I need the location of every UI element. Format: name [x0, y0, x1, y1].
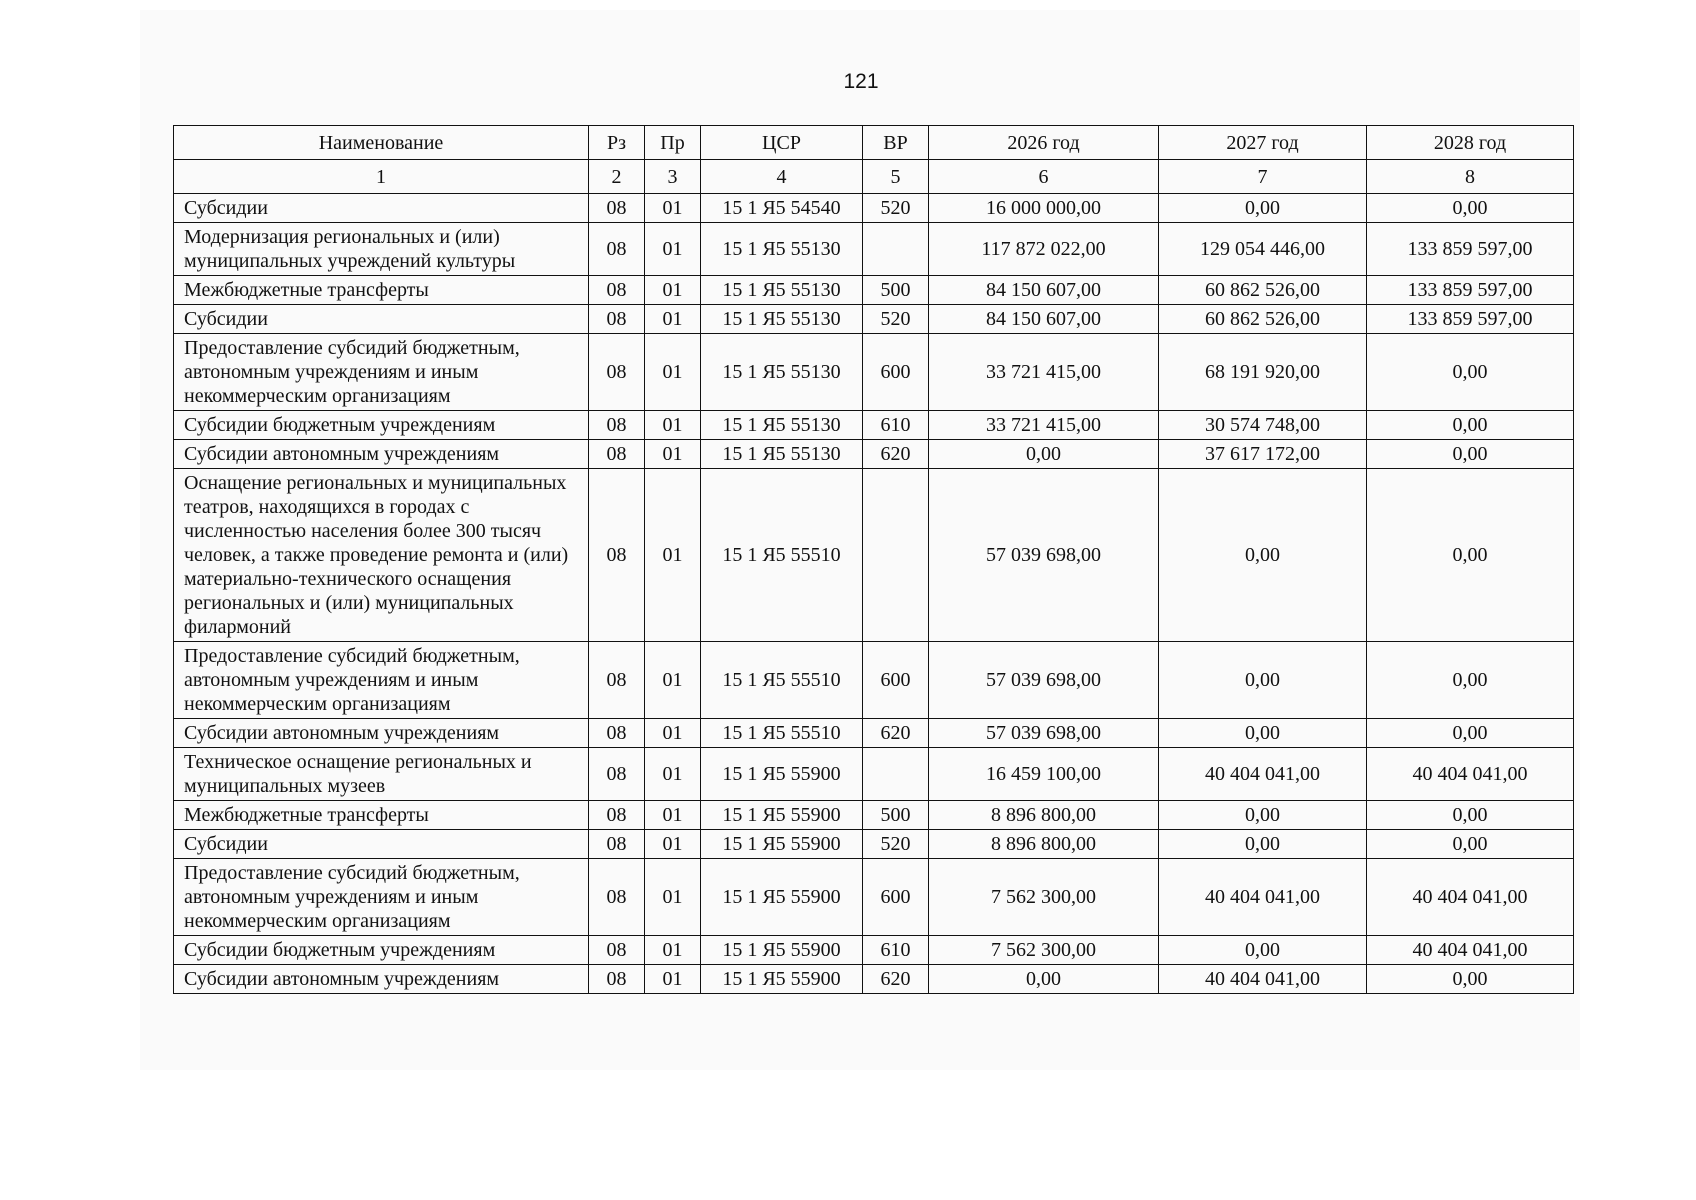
pr-cell: 01	[645, 965, 701, 994]
table-row	[174, 801, 1574, 830]
amount-2026-cell: 8 896 800,00	[929, 801, 1159, 830]
rz-cell: 08	[589, 334, 645, 411]
amount-2026-cell: 16 459 100,00	[929, 748, 1159, 801]
csr-cell: 15 1 Я5 55130	[701, 411, 863, 440]
amount-2026-cell: 16 000 000,00	[929, 194, 1159, 223]
amount-2028-cell: 0,00	[1367, 642, 1574, 719]
column-number: 5	[863, 160, 929, 194]
table-row	[174, 830, 1574, 859]
column-header: 2027 год	[1159, 126, 1367, 160]
pr-cell: 01	[645, 469, 701, 642]
vr-cell: 600	[863, 859, 929, 936]
table-row	[174, 965, 1574, 994]
amount-2027-cell: 30 574 748,00	[1159, 411, 1367, 440]
amount-2028-cell: 0,00	[1367, 194, 1574, 223]
pr-cell: 01	[645, 411, 701, 440]
csr-cell: 15 1 Я5 55130	[701, 334, 863, 411]
table-row	[174, 469, 1574, 642]
vr-cell: 520	[863, 194, 929, 223]
table-row	[174, 719, 1574, 748]
name-cell: Оснащение региональных и муниципальных театров, находящихся в городах с численностью населения более 300 тысяч человек, а также проведение ремонта и (или) материально-технического оснащения региональных и (или) муниципальных филармоний	[174, 469, 589, 642]
table-row	[174, 334, 1574, 411]
column-number: 2	[589, 160, 645, 194]
amount-2027-cell: 40 404 041,00	[1159, 965, 1367, 994]
amount-2028-cell: 40 404 041,00	[1367, 936, 1574, 965]
rz-cell: 08	[589, 965, 645, 994]
csr-cell: 15 1 Я5 55510	[701, 642, 863, 719]
amount-2026-cell: 33 721 415,00	[929, 334, 1159, 411]
name-cell: Субсидии	[174, 830, 589, 859]
table-row	[174, 411, 1574, 440]
budget-table	[173, 125, 1574, 994]
amount-2026-cell: 0,00	[929, 440, 1159, 469]
pr-cell: 01	[645, 859, 701, 936]
amount-2028-cell: 0,00	[1367, 830, 1574, 859]
column-header: Рз	[589, 126, 645, 160]
page-number: 121	[843, 70, 879, 93]
amount-2027-cell: 129 054 446,00	[1159, 223, 1367, 276]
table-row	[174, 305, 1574, 334]
amount-2026-cell: 84 150 607,00	[929, 305, 1159, 334]
rz-cell: 08	[589, 748, 645, 801]
table-body	[174, 194, 1574, 994]
amount-2027-cell: 60 862 526,00	[1159, 276, 1367, 305]
column-header: 2028 год	[1367, 126, 1574, 160]
rz-cell: 08	[589, 936, 645, 965]
name-cell: Предоставление субсидий бюджетным, автономным учреждениям и иным некоммерческим организациям	[174, 642, 589, 719]
pr-cell: 01	[645, 719, 701, 748]
csr-cell: 15 1 Я5 55130	[701, 223, 863, 276]
pr-cell: 01	[645, 334, 701, 411]
rz-cell: 08	[589, 719, 645, 748]
column-number-row	[174, 160, 1574, 194]
vr-cell: 520	[863, 305, 929, 334]
column-header: Пр	[645, 126, 701, 160]
amount-2027-cell: 0,00	[1159, 830, 1367, 859]
name-cell: Предоставление субсидий бюджетным, автономным учреждениям и иным некоммерческим организациям	[174, 859, 589, 936]
amount-2028-cell: 0,00	[1367, 334, 1574, 411]
vr-cell	[863, 223, 929, 276]
rz-cell: 08	[589, 859, 645, 936]
column-header: ВР	[863, 126, 929, 160]
amount-2027-cell: 0,00	[1159, 936, 1367, 965]
name-cell: Субсидии	[174, 305, 589, 334]
table-row	[174, 748, 1574, 801]
table-row	[174, 194, 1574, 223]
amount-2026-cell: 8 896 800,00	[929, 830, 1159, 859]
table-row	[174, 440, 1574, 469]
vr-cell: 610	[863, 411, 929, 440]
pr-cell: 01	[645, 276, 701, 305]
pr-cell: 01	[645, 936, 701, 965]
amount-2027-cell: 68 191 920,00	[1159, 334, 1367, 411]
column-number: 1	[174, 160, 589, 194]
vr-cell: 620	[863, 965, 929, 994]
amount-2026-cell: 33 721 415,00	[929, 411, 1159, 440]
vr-cell: 600	[863, 642, 929, 719]
name-cell: Субсидии автономным учреждениям	[174, 965, 589, 994]
rz-cell: 08	[589, 469, 645, 642]
name-cell: Предоставление субсидий бюджетным, автономным учреждениям и иным некоммерческим организациям	[174, 334, 589, 411]
amount-2026-cell: 117 872 022,00	[929, 223, 1159, 276]
name-cell: Межбюджетные трансферты	[174, 801, 589, 830]
column-header: Наименование	[174, 126, 589, 160]
csr-cell: 15 1 Я5 55130	[701, 276, 863, 305]
csr-cell: 15 1 Я5 55900	[701, 859, 863, 936]
column-number: 8	[1367, 160, 1574, 194]
vr-cell	[863, 469, 929, 642]
column-number: 4	[701, 160, 863, 194]
amount-2026-cell: 7 562 300,00	[929, 936, 1159, 965]
table-row	[174, 276, 1574, 305]
rz-cell: 08	[589, 801, 645, 830]
csr-cell: 15 1 Я5 55130	[701, 440, 863, 469]
csr-cell: 15 1 Я5 55900	[701, 936, 863, 965]
vr-cell: 520	[863, 830, 929, 859]
amount-2028-cell: 40 404 041,00	[1367, 859, 1574, 936]
amount-2028-cell: 0,00	[1367, 719, 1574, 748]
name-cell: Межбюджетные трансферты	[174, 276, 589, 305]
pr-cell: 01	[645, 194, 701, 223]
vr-cell: 500	[863, 801, 929, 830]
column-number: 7	[1159, 160, 1367, 194]
rz-cell: 08	[589, 305, 645, 334]
csr-cell: 15 1 Я5 55900	[701, 830, 863, 859]
amount-2028-cell: 133 859 597,00	[1367, 276, 1574, 305]
amount-2027-cell: 0,00	[1159, 801, 1367, 830]
pr-cell: 01	[645, 830, 701, 859]
amount-2026-cell: 57 039 698,00	[929, 469, 1159, 642]
rz-cell: 08	[589, 276, 645, 305]
amount-2028-cell: 0,00	[1367, 965, 1574, 994]
table-row	[174, 223, 1574, 276]
pr-cell: 01	[645, 223, 701, 276]
pr-cell: 01	[645, 642, 701, 719]
amount-2027-cell: 0,00	[1159, 194, 1367, 223]
name-cell: Модернизация региональных и (или) муниципальных учреждений культуры	[174, 223, 589, 276]
csr-cell: 15 1 Я5 55510	[701, 719, 863, 748]
vr-cell: 500	[863, 276, 929, 305]
amount-2028-cell: 0,00	[1367, 469, 1574, 642]
vr-cell: 610	[863, 936, 929, 965]
rz-cell: 08	[589, 830, 645, 859]
pr-cell: 01	[645, 801, 701, 830]
table-row	[174, 642, 1574, 719]
amount-2027-cell: 40 404 041,00	[1159, 859, 1367, 936]
column-header: ЦСР	[701, 126, 863, 160]
vr-cell	[863, 748, 929, 801]
column-header: 2026 год	[929, 126, 1159, 160]
amount-2027-cell: 0,00	[1159, 642, 1367, 719]
amount-2026-cell: 0,00	[929, 965, 1159, 994]
amount-2026-cell: 57 039 698,00	[929, 642, 1159, 719]
csr-cell: 15 1 Я5 55510	[701, 469, 863, 642]
header-row	[174, 126, 1574, 160]
amount-2026-cell: 84 150 607,00	[929, 276, 1159, 305]
name-cell: Субсидии	[174, 194, 589, 223]
amount-2027-cell: 40 404 041,00	[1159, 748, 1367, 801]
vr-cell: 620	[863, 440, 929, 469]
amount-2028-cell: 0,00	[1367, 411, 1574, 440]
amount-2027-cell: 60 862 526,00	[1159, 305, 1367, 334]
amount-2028-cell: 133 859 597,00	[1367, 305, 1574, 334]
name-cell: Субсидии автономным учреждениям	[174, 440, 589, 469]
amount-2028-cell: 0,00	[1367, 440, 1574, 469]
amount-2028-cell: 40 404 041,00	[1367, 748, 1574, 801]
csr-cell: 15 1 Я5 55900	[701, 801, 863, 830]
rz-cell: 08	[589, 223, 645, 276]
name-cell: Субсидии бюджетным учреждениям	[174, 411, 589, 440]
amount-2027-cell: 37 617 172,00	[1159, 440, 1367, 469]
pr-cell: 01	[645, 305, 701, 334]
rz-cell: 08	[589, 642, 645, 719]
amount-2028-cell: 133 859 597,00	[1367, 223, 1574, 276]
csr-cell: 15 1 Я5 55900	[701, 965, 863, 994]
amount-2027-cell: 0,00	[1159, 719, 1367, 748]
amount-2026-cell: 7 562 300,00	[929, 859, 1159, 936]
rz-cell: 08	[589, 411, 645, 440]
column-number: 3	[645, 160, 701, 194]
vr-cell: 600	[863, 334, 929, 411]
name-cell: Субсидии бюджетным учреждениям	[174, 936, 589, 965]
table-row	[174, 936, 1574, 965]
amount-2027-cell: 0,00	[1159, 469, 1367, 642]
pr-cell: 01	[645, 748, 701, 801]
column-number: 6	[929, 160, 1159, 194]
rz-cell: 08	[589, 440, 645, 469]
amount-2028-cell: 0,00	[1367, 801, 1574, 830]
table-row	[174, 859, 1574, 936]
rz-cell: 08	[589, 194, 645, 223]
csr-cell: 15 1 Я5 55130	[701, 305, 863, 334]
name-cell: Субсидии автономным учреждениям	[174, 719, 589, 748]
name-cell: Техническое оснащение региональных и муниципальных музеев	[174, 748, 589, 801]
amount-2026-cell: 57 039 698,00	[929, 719, 1159, 748]
vr-cell: 620	[863, 719, 929, 748]
csr-cell: 15 1 Я5 54540	[701, 194, 863, 223]
pr-cell: 01	[645, 440, 701, 469]
csr-cell: 15 1 Я5 55900	[701, 748, 863, 801]
